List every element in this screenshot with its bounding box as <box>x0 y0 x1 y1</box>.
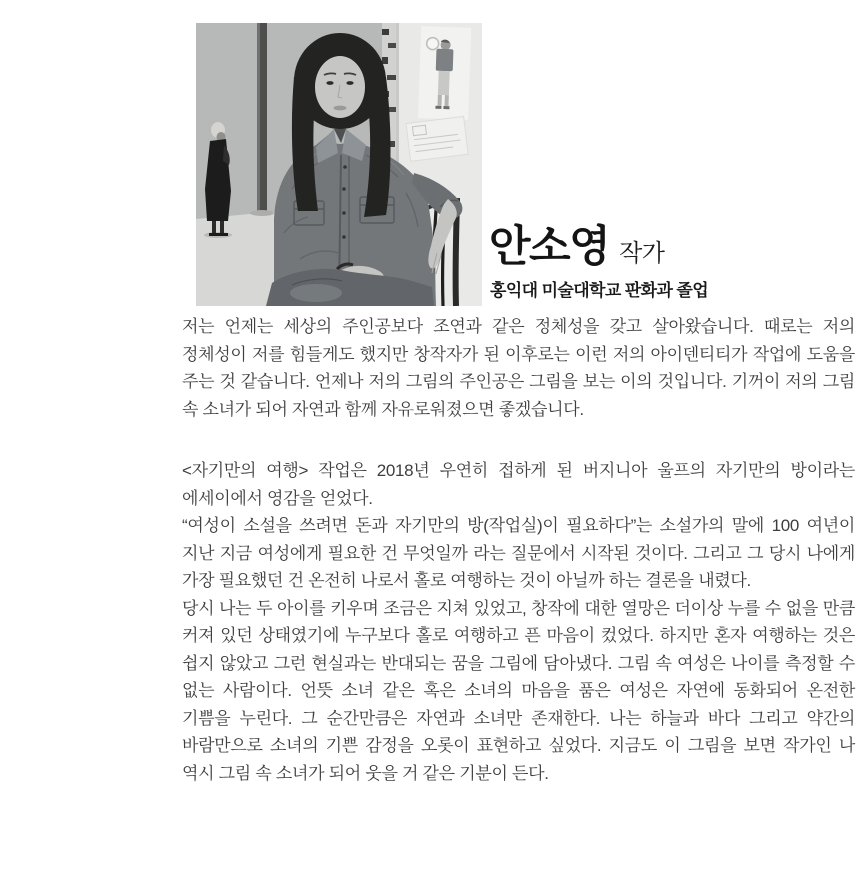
artist-education: 홍익대 미술대학교 판화과 졸업 <box>490 281 709 300</box>
statement-paragraph: <자기만의 여행> 작업은 2018년 우연히 접하게 된 버지니아 울프의 자기만의 방이라는 에세이에서 영감을 얻었다. <box>182 461 855 508</box>
artist-statement <box>182 313 855 787</box>
statement-paragraph: 저는 언제는 세상의 주인공보다 조연과 같은 정체성을 갖고 살아왔습니다. 때로는 저의 정체성이 저를 힘들게도 했지만 창작자가 된 이후로는 이런 저의 아이덴티티가 작업에 도움을 주는 것 같습니다. 언제나 저의 그림의 주인공은 그림을 보는 이의 것입니다. 기꺼이 저의 그림 속 소녀가 되어 자연과 함께 자유로워졌으면 좋겠습니다. <box>182 317 855 419</box>
artist-photo-image <box>196 23 482 306</box>
artist-photo <box>196 23 482 306</box>
statement-paragraph: “여성이 소설을 쓰려면 돈과 자기만의 방(작업실)이 필요하다”는 소설가의 말에 100 여년이 지난 지금 여성에게 필요한 건 무엇일까 라는 질문에서 시작된 것이다. 그리고 그 당시 나에게 가장 필요했던 건 온전히 나로서 홀로 여행하는 것이 아닐까 하는 결론을 내렸다. <box>182 516 855 590</box>
artist-name: 안소영 <box>489 223 610 271</box>
title-block <box>489 213 665 274</box>
statement-paragraph: 당시 나는 두 아이를 키우며 조금은 지쳐 있었고, 창작에 대한 열망은 더이상 누를 수 없을 만큼 커져 있던 상태였기에 누구보다 홀로 여행하고 픈 마음이 컸었다. 하지만 혼자 여행하는 것은 쉽지 않았고 그런 현실과는 반대되는 꿈을 그림에 담아냈다. 그림 속 여성은 나이를 측정할 수 없는 사람이다. 언뜻 소녀 같은 혹은 소녀의 마음을 품은 여성은 자연에 동화되어 온전한 기쁨을 누린다. 그 순간만큼은 자연과 소녀만 존재한다. 나는 하늘과 바다 그리고 약간의 바람만으로 소녀의 기쁜 감정을 오롯이 표현하고 싶었다. 지금도 이 그림을 보면 작가인 나 역시 그림 속 소녀가 되어 웃을 거 같은 기분이 든다. <box>182 598 855 783</box>
artist-role: 작가 <box>619 240 665 267</box>
